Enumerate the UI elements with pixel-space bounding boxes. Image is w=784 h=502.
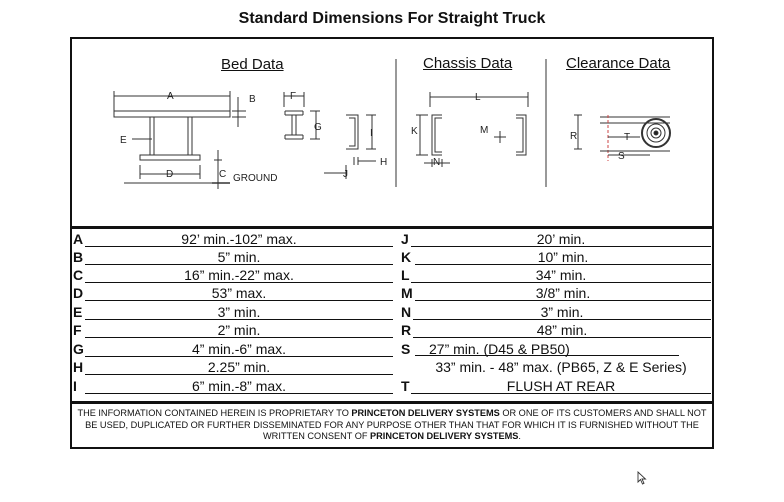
- dimension-row: [73, 248, 393, 266]
- footer-rule: [70, 401, 714, 404]
- dimension-letter: L: [401, 267, 410, 283]
- dimension-letter: F: [73, 322, 82, 338]
- label-ground: GROUND: [233, 173, 278, 184]
- dimension-value: 53” max.: [85, 284, 393, 301]
- table-top-rule: [70, 226, 714, 229]
- dimension-row: [73, 303, 393, 321]
- dimension-row: [401, 303, 711, 321]
- proprietary-notice: [74, 408, 710, 443]
- section-title-clearance: Clearance Data: [566, 55, 671, 72]
- notice-text: .: [518, 431, 521, 441]
- dimension-value: 33” min. - 48” max. (PB65, Z & E Series): [435, 359, 687, 375]
- label-m: M: [480, 125, 489, 136]
- dimension-letter: E: [73, 304, 83, 320]
- dimension-value: 3” min.: [413, 303, 711, 320]
- dimension-letter: M: [401, 285, 413, 301]
- dimension-letter: C: [73, 267, 84, 283]
- company-name: PRINCETON DELIVERY SYSTEMS: [351, 408, 500, 418]
- notice-text: THE INFORMATION CONTAINED HEREIN IS PROPRIETARY TO: [77, 408, 352, 418]
- dimension-letter: G: [73, 341, 84, 357]
- label-d: D: [166, 169, 174, 180]
- dimension-value: 92’ min.-102” max.: [85, 230, 393, 247]
- label-l: L: [475, 92, 481, 103]
- dimension-row: [401, 230, 711, 248]
- dimension-letter: H: [73, 359, 84, 375]
- dimension-value: 3/8” min.: [415, 284, 711, 301]
- dimension-letter: D: [73, 285, 84, 301]
- dimension-row: [73, 321, 393, 339]
- label-n: N: [433, 157, 441, 168]
- dimension-row: [401, 358, 711, 376]
- dimension-letter: T: [401, 378, 410, 394]
- dimension-row: [73, 358, 393, 376]
- dimension-value: 20’ min.: [411, 230, 711, 247]
- dimension-value: 10” min.: [415, 248, 711, 265]
- dimension-value: 4” min.-6” max.: [85, 340, 393, 357]
- dimension-letter: R: [401, 322, 412, 338]
- label-j: J: [343, 169, 348, 180]
- label-s: S: [618, 151, 625, 162]
- notice-text: OR ONE OF ITS CUSTOMERS AND SHALL NOT BE USED, DUPLICATED OR FURTHER DISSEMINATED FOR ANY PURPOSE OTHER THAN THAT FOR WHICH IT IS FURNISHED WITHOUT THE WRITTEN CONSENT OF: [85, 408, 707, 441]
- dimension-row: [401, 321, 711, 339]
- page-title: Standard Dimensions For Straight Truck: [238, 10, 546, 27]
- label-k: K: [411, 126, 418, 137]
- dimension-diagrams: [70, 37, 714, 227]
- company-name: PRINCETON DELIVERY SYSTEMS: [370, 431, 519, 441]
- dimension-letter: B: [73, 249, 84, 265]
- dimension-value: 48” min.: [413, 321, 711, 338]
- label-f: F: [290, 91, 297, 102]
- label-c: C: [219, 169, 227, 180]
- dimension-row: [73, 284, 393, 302]
- label-g: G: [314, 122, 322, 133]
- dimension-row: [73, 266, 393, 284]
- dimension-row: [73, 377, 393, 395]
- label-i: I: [370, 128, 373, 139]
- dimension-value: 2.25” min.: [85, 358, 393, 375]
- dimension-letter: A: [73, 231, 84, 247]
- label-e: E: [120, 135, 127, 146]
- label-a: A: [167, 91, 174, 102]
- dimension-letter: K: [401, 249, 412, 265]
- dimension-letter: N: [401, 304, 412, 320]
- dimension-letter: J: [401, 231, 409, 247]
- dimension-value: 3” min.: [85, 303, 393, 320]
- mouse-cursor-icon: [637, 471, 647, 485]
- dimension-row: [401, 266, 711, 284]
- dimension-row: [401, 340, 711, 358]
- section-title-bed: Bed Data: [221, 56, 284, 73]
- dimension-letter: I: [73, 378, 77, 394]
- dimension-row: [401, 248, 711, 266]
- label-t: T: [624, 132, 631, 143]
- section-title-chassis: Chassis Data: [423, 55, 513, 72]
- dimension-row: [73, 340, 393, 358]
- dimension-value: 27” min. (D45 & PB50): [415, 340, 679, 356]
- dimension-row: [401, 284, 711, 302]
- label-r: R: [570, 131, 578, 142]
- label-h: H: [380, 157, 388, 168]
- dimension-value: 16” min.-22” max.: [85, 266, 393, 283]
- dimension-row: [401, 377, 711, 395]
- dimension-value: 6” min.-8” max.: [85, 377, 393, 394]
- dimension-value: 34” min.: [411, 266, 711, 283]
- dimension-value: 5” min.: [85, 248, 393, 265]
- label-b: B: [249, 94, 256, 105]
- dimension-letter: S: [401, 341, 411, 357]
- dimension-value: 2” min.: [85, 321, 393, 338]
- dimension-value: FLUSH AT REAR: [411, 377, 711, 394]
- dimension-row: [73, 230, 393, 248]
